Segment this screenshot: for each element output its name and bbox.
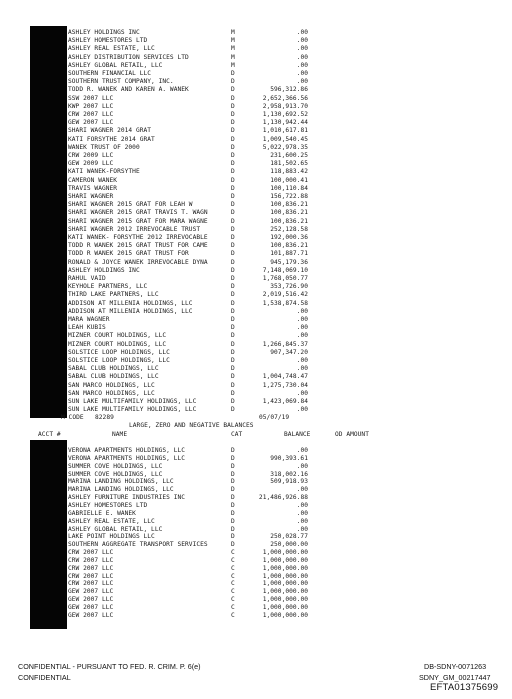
row-name: SHARI WAGNER 2014 GRAT	[68, 127, 152, 135]
row-name: SOLSTICE LOOP HOLDINGS, LLC	[68, 348, 170, 356]
row-balance: 1,009,540.45	[262, 135, 308, 143]
table-row	[0, 201, 512, 208]
row-category: D	[231, 111, 235, 118]
row-name: CRW 2007 LLC	[68, 564, 114, 572]
row-category: D	[231, 324, 235, 332]
table-row	[0, 471, 512, 478]
row-name: MIZNER COURT HOLDINGS, LLC	[68, 332, 167, 340]
row-balance: 1,000,000.00	[262, 604, 308, 611]
row-name: CRW 2007 LLC	[68, 572, 114, 580]
row-balance: 509,918.93	[270, 478, 308, 486]
table-row	[0, 267, 512, 274]
row-name: SUMMER COVE HOLDINGS, LLC	[68, 462, 163, 470]
row-balance: 101,887.71	[270, 250, 308, 258]
row-name: KATI FORSYTHE 2014 GRAT	[68, 135, 155, 143]
row-balance: 1,000,000.00	[262, 588, 308, 596]
row-balance: .00	[296, 29, 308, 36]
table-row	[0, 103, 512, 110]
row-category: D	[231, 209, 235, 217]
row-category: D	[231, 160, 235, 168]
row-name: TODD R. WANEK AND KAREN A. WANEK	[68, 86, 189, 94]
row-name: KEYHOLE PARTNERS, LLC	[68, 283, 148, 291]
column-header-cat: CAT	[231, 431, 243, 438]
row-balance: 100,000.41	[270, 176, 308, 184]
row-category: D	[231, 470, 235, 478]
table-row	[0, 382, 512, 389]
row-name: SAN MARCO HOLDINGS, LLC	[68, 389, 155, 397]
row-name: KATI WANEK- FORSYTHE 2012 IRREVOCABLE	[68, 234, 208, 241]
row-category: D	[231, 454, 235, 462]
row-name: LAKE POINT HOLDINGS LLC	[68, 533, 155, 541]
row-category: C	[231, 580, 235, 588]
row-name: ASHLEY HOLDINGS INC	[68, 266, 140, 274]
row-category: C	[231, 549, 235, 557]
row-category: D	[231, 478, 235, 486]
row-name: ASHLEY HOMESTORES LTD	[68, 37, 148, 45]
row-balance: 945,179.36	[270, 258, 308, 266]
row-category: D	[231, 340, 235, 348]
table-row	[0, 308, 512, 315]
row-category: D	[231, 250, 235, 258]
row-balance: .00	[296, 462, 308, 470]
row-balance: 1,000,000.00	[262, 549, 308, 557]
row-name: ASHLEY HOLDINGS INC	[68, 29, 140, 36]
row-balance: .00	[296, 70, 308, 77]
row-category: D	[231, 348, 235, 356]
row-name: SOUTHERN AGGREGATE TRANSPORT SERVICES	[68, 541, 208, 549]
row-name: GEW 2007 LLC	[68, 604, 114, 611]
row-balance: 156,722.88	[270, 193, 308, 200]
row-name: CAMERON WANEK	[68, 176, 118, 184]
row-category: D	[231, 373, 235, 381]
row-name: SUN LAKE MULTIFAMILY HOLDINGS, LLC	[68, 398, 197, 405]
table-row	[0, 533, 512, 540]
row-balance: 1,130,692.52	[262, 111, 308, 118]
row-category: D	[231, 201, 235, 209]
row-balance: .00	[296, 332, 308, 340]
row-name: SUN LAKE MULTIFAMILY HOLDINGS, LLC	[68, 406, 197, 414]
row-category: C	[231, 564, 235, 572]
table-row	[0, 596, 512, 603]
row-category: D	[231, 94, 235, 102]
row-balance: 100,110.84	[270, 184, 308, 192]
row-balance: 2,019,516.42	[262, 291, 308, 299]
row-balance: 1,130,942.44	[262, 119, 308, 127]
row-name: CRW 2007 LLC	[68, 556, 114, 564]
row-name: SAN MARCO HOLDINGS, LLC	[68, 381, 155, 389]
row-name: GEW 2007 LLC	[68, 119, 114, 127]
row-category: D	[231, 258, 235, 266]
table-row	[0, 510, 512, 517]
code-label: M CODE	[61, 414, 84, 421]
table-row	[0, 549, 512, 556]
row-category: D	[231, 299, 235, 307]
row-balance: 1,010,617.81	[262, 127, 308, 135]
row-name: ADDISON AT MILLENIA HOLDINGS, LLC	[68, 307, 193, 315]
row-name: GEW 2007 LLC	[68, 611, 114, 619]
row-category: D	[231, 406, 235, 414]
row-balance: .00	[296, 37, 308, 45]
row-name: ASHLEY DISTRIBUTION SERVICES LTD	[68, 53, 189, 61]
row-name: ASHLEY FURNITURE INDUSTRIES INC	[68, 494, 186, 502]
row-category: D	[231, 119, 235, 127]
row-category: M	[231, 37, 235, 45]
row-balance: 1,004,748.47	[262, 373, 308, 381]
table-row	[0, 541, 512, 548]
row-name: SUMMER COVE HOLDINGS, LLC	[68, 470, 163, 478]
column-header-od-amount: OD AMOUNT	[335, 431, 369, 438]
row-name: MIZNER COURT HOLDINGS, LLC	[68, 340, 167, 348]
row-balance: 231,600.25	[270, 152, 308, 159]
row-balance: 250,000.00	[270, 541, 308, 549]
row-category: D	[231, 143, 235, 151]
table-row	[0, 486, 512, 493]
table-row	[0, 152, 512, 159]
row-balance: .00	[296, 78, 308, 86]
row-category: D	[231, 135, 235, 143]
row-balance: 100,836.21	[270, 209, 308, 217]
row-balance: 318,002.16	[270, 470, 308, 478]
row-name: GEW 2007 LLC	[68, 596, 114, 604]
row-category: D	[231, 225, 235, 233]
row-balance: 1,000,000.00	[262, 580, 308, 588]
row-balance: 192,000.36	[270, 234, 308, 241]
table-row	[0, 316, 512, 323]
row-category: D	[231, 517, 235, 525]
report-title: LARGE, ZERO AND NEGATIVE BALANCES	[129, 422, 254, 429]
row-balance: .00	[296, 357, 308, 364]
row-balance: 353,726.90	[270, 283, 308, 291]
row-balance: .00	[296, 53, 308, 61]
row-balance: 1,000,000.00	[262, 611, 308, 619]
row-balance: 1,000,000.00	[262, 564, 308, 572]
row-name: TRAVIS WAGNER	[68, 184, 118, 192]
row-category: D	[231, 509, 235, 517]
row-balance: .00	[296, 406, 308, 414]
row-balance: 100,836.21	[270, 217, 308, 225]
row-category: D	[231, 332, 235, 340]
table-row	[0, 455, 512, 462]
table-row	[0, 573, 512, 580]
row-category: D	[231, 176, 235, 184]
row-balance: 1,000,000.00	[262, 556, 308, 564]
column-header-name: NAME	[112, 431, 128, 438]
row-category: M	[231, 45, 235, 53]
table-row	[0, 341, 512, 348]
table-row	[0, 332, 512, 339]
row-name: SHARI WAGNER 2012 IRREVOCABLE TRUST	[68, 225, 201, 233]
table-row	[0, 62, 512, 69]
row-category: D	[231, 217, 235, 225]
row-category: D	[231, 389, 235, 397]
table-row	[0, 226, 512, 233]
row-name: CRW 2007 LLC	[68, 580, 114, 588]
table-row	[0, 177, 512, 184]
row-name: SHARI WAGNER 2015 GRAT FOR LEAH W	[68, 201, 193, 209]
row-balance: 181,502.65	[270, 160, 308, 168]
row-balance: .00	[296, 486, 308, 494]
row-name: CRW 2009 LLC	[68, 152, 114, 159]
row-category: D	[231, 283, 235, 291]
row-name: GEW 2007 LLC	[68, 588, 114, 596]
confidential-label: CONFIDENTIAL	[18, 673, 71, 682]
row-category: M	[231, 53, 235, 61]
table-row	[0, 357, 512, 364]
table-row	[0, 218, 512, 225]
row-balance: .00	[296, 389, 308, 397]
row-name: GEW 2009 LLC	[68, 160, 114, 168]
row-balance: 1,000,000.00	[262, 596, 308, 604]
table-row	[0, 168, 512, 175]
table-row	[0, 29, 512, 36]
row-balance: 250,028.77	[270, 533, 308, 541]
row-balance: .00	[296, 509, 308, 517]
row-balance: 1,000,000.00	[262, 572, 308, 580]
row-balance: .00	[296, 45, 308, 53]
row-balance: .00	[296, 365, 308, 373]
table-row	[0, 463, 512, 470]
row-balance: 1,538,874.58	[262, 299, 308, 307]
table-row	[0, 70, 512, 77]
row-name: RONALD & JOYCE WANEK IRREVOCABLE DYNA	[68, 258, 208, 266]
row-name: VERONA APARTMENTS HOLDINGS, LLC	[68, 447, 186, 454]
table-row	[0, 494, 512, 501]
row-balance: 5,022,978.35	[262, 143, 308, 151]
table-row	[0, 604, 512, 611]
row-name: SHARI WAGNER 2015 GRAT FOR MARA WAGNE	[68, 217, 208, 225]
row-name: SABAL CLUB HOLDINGS, LLC	[68, 365, 159, 373]
row-category: D	[231, 266, 235, 274]
row-category: D	[231, 494, 235, 502]
row-balance: 990,393.61	[270, 454, 308, 462]
row-name: KATI WANEK-FORSYTHE	[68, 168, 140, 176]
row-balance: 100,836.21	[270, 201, 308, 209]
row-category: M	[231, 61, 235, 69]
bates-number-sdny: SDNY_GM_00217447	[419, 673, 491, 682]
row-category: D	[231, 168, 235, 176]
table-row	[0, 119, 512, 126]
row-balance: .00	[296, 501, 308, 509]
row-category: D	[231, 127, 235, 135]
row-name: MARINA LANDING HOLDINGS, LLC	[68, 478, 174, 486]
row-name: SOUTHERN TRUST COMPANY, INC.	[68, 78, 174, 86]
table-row	[0, 259, 512, 266]
table-row	[0, 275, 512, 282]
row-name: SOLSTICE LOOP HOLDINGS, LLC	[68, 357, 170, 364]
row-category: M	[231, 29, 235, 36]
row-category: C	[231, 588, 235, 596]
bates-number-db: DB-SDNY-0071263	[424, 662, 487, 671]
table-row	[0, 324, 512, 331]
row-category: C	[231, 572, 235, 580]
table-row	[0, 54, 512, 61]
row-category: D	[231, 486, 235, 494]
table-row	[0, 144, 512, 151]
row-balance: .00	[296, 316, 308, 323]
row-category: D	[231, 447, 235, 454]
row-balance: 21,486,926.88	[258, 494, 308, 502]
row-balance: 2,958,913.70	[262, 102, 308, 110]
row-name: ADDISON AT MILLENIA HOLDINGS, LLC	[68, 299, 193, 307]
table-row	[0, 300, 512, 307]
row-name: WANEK TRUST OF 2000	[68, 143, 140, 151]
row-balance: 7,148,069.10	[262, 266, 308, 274]
row-balance: 252,128.58	[270, 225, 308, 233]
table-row	[0, 373, 512, 380]
row-balance: .00	[296, 61, 308, 69]
row-balance: 100,836.21	[270, 242, 308, 250]
table-row	[0, 193, 512, 200]
table-row	[0, 185, 512, 192]
row-balance: .00	[296, 517, 308, 525]
table-row	[0, 447, 512, 454]
row-category: D	[231, 501, 235, 509]
row-name: GABRIELLE E. WANEK	[68, 509, 136, 517]
table-row	[0, 580, 512, 587]
table-row	[0, 250, 512, 257]
row-name: ASHLEY HOMESTORES LTD	[68, 501, 148, 509]
row-category: D	[231, 365, 235, 373]
table-row	[0, 234, 512, 241]
row-name: TODD R WANEK 2015 GRAT TRUST FOR CAME	[68, 242, 208, 250]
row-name: THIRD LAKE PARTNERS, LLC	[68, 291, 159, 299]
row-name: KWP 2007 LLC	[68, 102, 114, 110]
row-name: ASHLEY GLOBAL RETAIL, LLC	[68, 525, 163, 533]
row-balance: .00	[296, 525, 308, 533]
row-name: SABAL CLUB HOLDINGS, LLC	[68, 373, 159, 381]
row-category: D	[231, 102, 235, 110]
row-category: D	[231, 291, 235, 299]
row-name: SHARI WAGNER 2015 GRAT TRAVIS T. WAGN	[68, 209, 208, 217]
table-row	[0, 502, 512, 509]
row-balance: 1,275,730.04	[262, 381, 308, 389]
table-row	[0, 557, 512, 564]
row-balance: 1,768,050.77	[262, 275, 308, 282]
confidential-notice: CONFIDENTIAL - PURSUANT TO FED. R. CRIM. P. 6(e)	[18, 662, 201, 671]
code-value: 82289	[95, 414, 114, 421]
efta-number: EFTA01375699	[430, 682, 499, 693]
table-row	[0, 398, 512, 405]
row-category: D	[231, 316, 235, 323]
row-balance: 1,423,069.84	[262, 398, 308, 405]
row-category: C	[231, 556, 235, 564]
table-row	[0, 78, 512, 85]
column-header-acct: ACCT #	[38, 431, 61, 438]
row-balance: .00	[296, 447, 308, 454]
table-row	[0, 518, 512, 525]
row-balance: 118,883.42	[270, 168, 308, 176]
table-row	[0, 365, 512, 372]
row-balance: 907,347.20	[270, 348, 308, 356]
table-row	[0, 406, 512, 413]
row-name: ASHLEY REAL ESTATE, LLC	[68, 517, 155, 525]
table-row	[0, 95, 512, 102]
row-name: CRW 2007 LLC	[68, 111, 114, 118]
row-category: D	[231, 307, 235, 315]
table-row	[0, 209, 512, 216]
report-date: 05/07/19	[259, 414, 290, 421]
row-balance: 2,652,366.56	[262, 94, 308, 102]
row-name: SHARI WAGNER	[68, 193, 114, 200]
table-row	[0, 349, 512, 356]
table-row	[0, 127, 512, 134]
table-row	[0, 612, 512, 619]
table-row	[0, 526, 512, 533]
table-row	[0, 111, 512, 118]
row-category: D	[231, 234, 235, 241]
row-category: D	[231, 541, 235, 549]
row-name: MARA WAGNER	[68, 316, 110, 323]
table-row	[0, 160, 512, 167]
row-category: D	[231, 70, 235, 77]
row-category: C	[231, 604, 235, 611]
table-row	[0, 86, 512, 93]
table-row	[0, 283, 512, 290]
row-name: SOUTHERN FINANCIAL LLC	[68, 70, 152, 77]
row-name: LEAH KUBIS	[68, 324, 106, 332]
row-category: D	[231, 193, 235, 200]
column-header-balance: BALANCE	[284, 431, 311, 438]
table-row	[0, 478, 512, 485]
row-category: D	[231, 78, 235, 86]
row-category: D	[231, 275, 235, 282]
table-row	[0, 565, 512, 572]
row-name: TODD R WANEK 2015 GRAT TRUST FOR	[68, 250, 189, 258]
row-balance: .00	[296, 324, 308, 332]
table-row	[0, 588, 512, 595]
row-category: D	[231, 242, 235, 250]
row-category: D	[231, 357, 235, 364]
row-category: D	[231, 184, 235, 192]
row-category: D	[231, 86, 235, 94]
table-row	[0, 136, 512, 143]
row-name: SSW 2007 LLC	[68, 94, 114, 102]
row-category: D	[231, 462, 235, 470]
row-name: ASHLEY GLOBAL RETAIL, LLC	[68, 61, 163, 69]
table-row	[0, 242, 512, 249]
table-row	[0, 390, 512, 397]
row-category: D	[231, 381, 235, 389]
row-name: CRW 2007 LLC	[68, 549, 114, 557]
row-category: D	[231, 533, 235, 541]
row-category: C	[231, 596, 235, 604]
row-category: C	[231, 611, 235, 619]
row-balance: .00	[296, 307, 308, 315]
row-name: MARINA LANDING HOLDINGS, LLC	[68, 486, 174, 494]
table-row	[0, 37, 512, 44]
row-balance: 1,266,845.37	[262, 340, 308, 348]
row-category: D	[231, 525, 235, 533]
table-row	[0, 291, 512, 298]
row-balance: 596,312.86	[270, 86, 308, 94]
row-category: D	[231, 152, 235, 159]
row-category: D	[231, 398, 235, 405]
table-row	[0, 45, 512, 52]
row-name: VERONA APARTMENTS HOLDINGS, LLC	[68, 454, 186, 462]
row-name: RAHUL VAID	[68, 275, 106, 282]
row-name: ASHLEY REAL ESTATE, LLC	[68, 45, 155, 53]
